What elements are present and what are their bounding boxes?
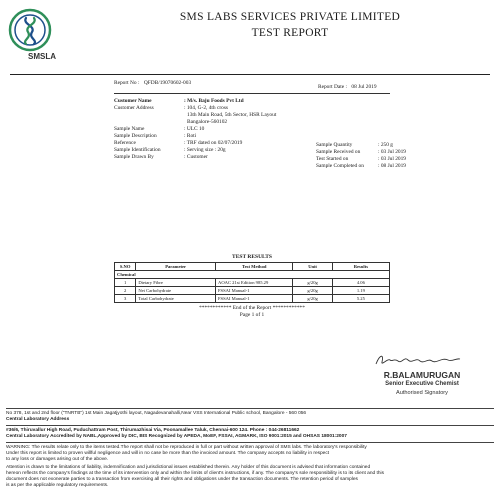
end-of-report: ************ End of the Report ************: [199, 305, 305, 311]
cell-sno: 3: [115, 295, 136, 303]
signatory-role: Senior Executive Chemist: [385, 381, 459, 387]
cell-unit: g/20g: [293, 295, 332, 303]
detail-value: : ULC 10: [184, 126, 205, 132]
cell-sno: 2: [115, 287, 136, 295]
results-header-row: [115, 263, 390, 271]
detail-label: Sample Identification: [114, 147, 161, 153]
cell-parameter: Dietary Fibre: [136, 279, 216, 287]
detail-row: [114, 105, 276, 112]
detail-row: [114, 98, 276, 105]
report-no-value: QFDB/19070602-003: [143, 80, 192, 86]
cell-result: 4.06: [332, 279, 389, 287]
detail-value: : M/s. Baju Foods Pvt Ltd: [184, 98, 244, 104]
detail-value: : TRF dated on 02/07/2019: [184, 140, 243, 146]
company-name: SMS LABS SERVICES PRIVATE LIMITED: [179, 11, 401, 23]
attention-line-1: Attention is drawn to the limitations of liability, indemnification and jurisdictional issues established therein. Any holder of this document is advised that information contained: [6, 465, 371, 470]
report-date-label: Report Date :: [318, 84, 348, 90]
detail-label: Customer Name: [114, 98, 152, 104]
results-table: [114, 262, 390, 303]
cell-result: 5.25: [332, 295, 389, 303]
detail-label: [114, 112, 184, 119]
detail-value: : Serving size : 20g: [184, 147, 226, 153]
signature-icon: [372, 352, 464, 368]
date-row: [316, 163, 406, 170]
sample-dates: [316, 142, 406, 170]
section-row: [115, 271, 390, 279]
footer-divider-2: [6, 425, 494, 426]
detail-value: 13th Main Road, 5th Sector, HSR Layout: [187, 112, 277, 118]
sample-details: [114, 98, 276, 161]
section-label: Chemical: [115, 271, 390, 279]
detail-value: Bangalore-560102: [187, 119, 228, 125]
footer-divider: [6, 408, 494, 409]
detail-label: Reference: [114, 140, 136, 146]
report-no: [114, 80, 191, 87]
report-date-value: 08 Jul 2019: [351, 84, 377, 90]
attention-line-4: is as per the applicable regulatory requirements.: [6, 483, 109, 488]
cell-sno: 1: [115, 279, 136, 287]
date-row: [316, 156, 406, 163]
detail-label: [114, 119, 184, 126]
detail-value: : 104, G-2, 4th cross: [184, 105, 229, 111]
date-label: Sample Quantity: [316, 142, 353, 148]
warning-line-2: Under this report is limited to proven willful negligence and will in no case be more than the invoiced amount. The company accepts no liability in respect: [6, 451, 330, 456]
brand-name: SMSLA: [28, 52, 56, 61]
detail-row: [114, 147, 276, 154]
detail-row: [114, 140, 276, 147]
date-label: Sample Completed on: [316, 163, 364, 169]
signatory-name: R.BALAMURUGAN: [383, 370, 461, 380]
date-value: : 250 g: [378, 142, 393, 148]
col-test-method: Test Method: [216, 263, 293, 271]
date-value: : 03 Jul 2019: [378, 156, 407, 162]
warning-line-3: to any loss or damages arising out of the above.: [6, 457, 109, 462]
address-line-1: No 378, 1st and 2nd floor ("TNRTB") 1st Main Jagatjyothi layout, Nagadevanahalli,Near VSS International Public school, Bangalore - 560 056: [6, 411, 307, 416]
detail-label: Sample Name: [114, 126, 145, 132]
date-row: [316, 149, 406, 156]
report-no-label: Report No :: [114, 80, 140, 86]
detail-label: Sample Description: [114, 133, 157, 139]
cell-test-method: AOAC 21st Edition 985.29: [216, 279, 293, 287]
col-parameter: Parameter: [136, 263, 216, 271]
table-row: [115, 279, 390, 287]
table-row: [115, 295, 390, 303]
address-line-2: #36/6, Thiruvallur High Road, Puduchattram Post, Thirumazhisai Via, Poonamallee Taluk, Chennai-600 124. Phone : 044-26811662: [6, 428, 300, 433]
cell-test-method: FSSAI Manual-1: [216, 295, 293, 303]
footer-divider-3: [6, 442, 494, 443]
detail-value: : Roti: [184, 133, 197, 139]
detail-row: [114, 126, 276, 133]
address-line-1-sub: Central Laboratory Address: [6, 417, 70, 422]
col-unit: Unit: [293, 263, 332, 271]
date-value: : 08 Jul 2019: [378, 163, 407, 169]
date-row: [316, 142, 406, 149]
date-value: : 03 Jul 2019: [378, 149, 407, 155]
detail-label: Sample Drawn By: [114, 154, 154, 160]
warning-line-1: WARNING: The results relate only to the items tested.The report shall not be reproduced in full or part without written approval of SMS labs. The laboratory's responsibility: [6, 445, 367, 450]
detail-row: [114, 154, 276, 161]
page-number: Page 1 of 1: [239, 312, 265, 318]
authorised-signatory: Authorised Signatory: [396, 390, 448, 396]
attention-line-2: hereon reflects the company's findings at the time of its intervention only and within the limits of client's instructions, if any. The company's sole responsibility is to its client and this: [6, 471, 384, 476]
detail-row: [114, 119, 276, 126]
cell-unit: g/20g: [293, 279, 332, 287]
document-title: TEST REPORT: [251, 27, 329, 39]
detail-row: [114, 112, 276, 119]
address-line-2-sub: Central Laboratory Accredited by NABL,Approved by DIC, BIS Recognized by APEDA, MoEF, FSSAI, AGMARK, ISO 9001:2015 and OHSAS 18001:2007: [6, 434, 347, 439]
smsla-logo-icon: [8, 8, 52, 52]
detail-row: [114, 133, 276, 140]
col-sno: S.NO: [115, 263, 136, 271]
details-top-rule: [114, 93, 390, 94]
date-label: Sample Received on: [316, 149, 361, 155]
cell-parameter: Total Carbohydrate: [136, 295, 216, 303]
date-label: Test Started on: [316, 156, 349, 162]
cell-result: 1.19: [332, 287, 389, 295]
test-results-title: TEST RESULTS: [232, 254, 272, 260]
table-row: [115, 287, 390, 295]
cell-parameter: Net Carbohydrate: [136, 287, 216, 295]
cell-unit: g/20g: [293, 287, 332, 295]
report-date: [318, 84, 377, 91]
detail-value: : Customer: [184, 154, 208, 160]
col-results: Results: [332, 263, 389, 271]
header-divider: [10, 74, 490, 75]
detail-label: Customer Address: [114, 105, 154, 111]
attention-line-3: document does not exonerate parties to a transaction from exercising all their rights and obligations under the transaction documents. The retention period of samples: [6, 477, 358, 482]
cell-test-method: FSSAI Manual-1: [216, 287, 293, 295]
